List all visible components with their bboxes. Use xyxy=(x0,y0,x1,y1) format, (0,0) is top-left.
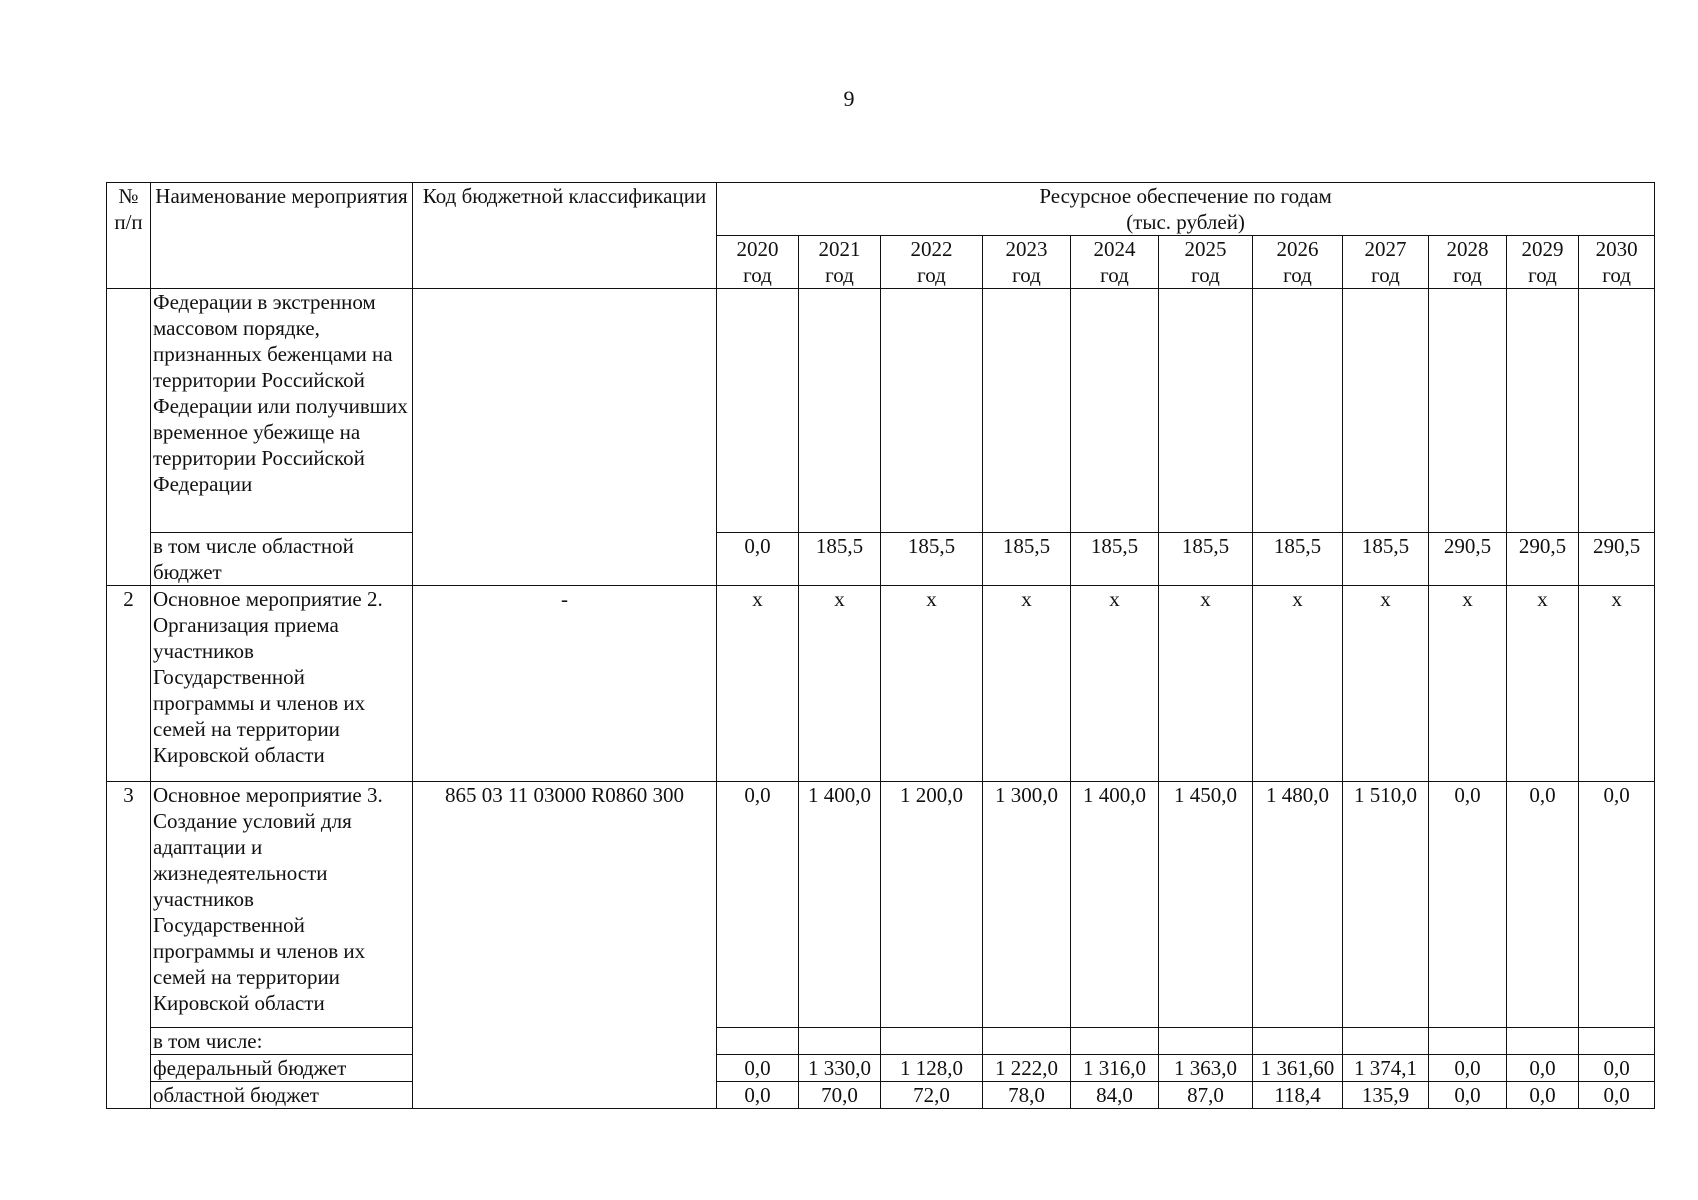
row-value xyxy=(1071,1028,1159,1055)
header-year-value: 2023 xyxy=(1005,237,1048,261)
row-value: 0,0 xyxy=(1507,782,1579,1028)
row-value xyxy=(1579,1028,1655,1055)
header-year-unit: год xyxy=(1191,263,1220,287)
row-value: 0,0 xyxy=(717,1082,799,1109)
row-value xyxy=(1507,1028,1579,1055)
header-year-unit: год xyxy=(1453,263,1482,287)
row-value: 0,0 xyxy=(1507,1082,1579,1109)
row-name: областной бюджет xyxy=(151,1082,413,1109)
row-value: 185,5 xyxy=(1159,533,1253,586)
row-value: 0,0 xyxy=(717,533,799,586)
row-value: 0,0 xyxy=(1579,1082,1655,1109)
page-number: 9 xyxy=(843,86,855,111)
row-value xyxy=(717,289,799,533)
row-number: 2 xyxy=(107,586,151,782)
row-value: x xyxy=(881,586,983,782)
row-value: 290,5 xyxy=(1507,533,1579,586)
header-year xyxy=(881,236,983,289)
header-year-unit: год xyxy=(917,263,946,287)
row-value xyxy=(1429,289,1507,533)
table-row xyxy=(107,1028,1655,1055)
header-year-value: 2024 xyxy=(1093,237,1136,261)
row-value: 1 330,0 xyxy=(799,1055,881,1082)
row-value: 72,0 xyxy=(881,1082,983,1109)
row-value: 1 363,0 xyxy=(1159,1055,1253,1082)
row-value xyxy=(1579,289,1655,533)
header-year-unit: год xyxy=(1283,263,1312,287)
row-value: 1 400,0 xyxy=(799,782,881,1028)
row-value: x xyxy=(799,586,881,782)
row-value: 290,5 xyxy=(1579,533,1655,586)
row-value xyxy=(983,289,1071,533)
row-value: 87,0 xyxy=(1159,1082,1253,1109)
header-year xyxy=(1159,236,1253,289)
row-value xyxy=(1429,1028,1507,1055)
row-value: 118,4 xyxy=(1253,1082,1343,1109)
row-value: 185,5 xyxy=(881,533,983,586)
row-value xyxy=(881,289,983,533)
row-value xyxy=(1159,1028,1253,1055)
row-value: x xyxy=(983,586,1071,782)
row-value: 1 400,0 xyxy=(1071,782,1159,1028)
header-year-unit: год xyxy=(825,263,854,287)
table-row xyxy=(107,533,1655,586)
row-value xyxy=(983,1028,1071,1055)
header-year-unit: год xyxy=(1012,263,1041,287)
row-value: x xyxy=(1507,586,1579,782)
row-value: 1 222,0 xyxy=(983,1055,1071,1082)
row-value: x xyxy=(1159,586,1253,782)
table-header xyxy=(107,183,1655,289)
row-value: 1 300,0 xyxy=(983,782,1071,1028)
row-value: 78,0 xyxy=(983,1082,1071,1109)
row-value: x xyxy=(1429,586,1507,782)
row-value: 70,0 xyxy=(799,1082,881,1109)
row-value: 84,0 xyxy=(1071,1082,1159,1109)
table-row xyxy=(107,586,1655,782)
header-num: № п/п xyxy=(107,183,151,289)
row-value: 185,5 xyxy=(799,533,881,586)
row-value: 1 361,60 xyxy=(1253,1055,1343,1082)
header-year-value: 2022 xyxy=(910,237,953,261)
row-value: 0,0 xyxy=(1429,1082,1507,1109)
row-value: x xyxy=(1253,586,1343,782)
row-value: 185,5 xyxy=(1071,533,1159,586)
row-name: федеральный бюджет xyxy=(151,1055,413,1082)
row-value: x xyxy=(1579,586,1655,782)
header-name: Наименование мероприятия xyxy=(151,183,413,289)
header-year-unit: год xyxy=(1528,263,1557,287)
header-year-unit: год xyxy=(743,263,772,287)
table-body xyxy=(107,289,1655,1109)
row-value xyxy=(1343,289,1429,533)
header-year-value: 2029 xyxy=(1521,237,1564,261)
table-row xyxy=(107,1082,1655,1109)
header-year-unit: год xyxy=(1371,263,1400,287)
row-value: 0,0 xyxy=(1429,1055,1507,1082)
row-code: - xyxy=(413,586,717,782)
row-value xyxy=(717,1028,799,1055)
row-value: 0,0 xyxy=(1579,1055,1655,1082)
header-year-value: 2028 xyxy=(1446,237,1489,261)
row-value xyxy=(1071,289,1159,533)
row-value xyxy=(799,1028,881,1055)
row-name: Федерации в экстренном массовом порядке, признанных беженцами на территории Российской Федерации или получивших временное убежище на территории Российской Федерации xyxy=(151,289,413,533)
header-year xyxy=(1507,236,1579,289)
row-value: 1 128,0 xyxy=(881,1055,983,1082)
row-value: 0,0 xyxy=(717,1055,799,1082)
row-name: Основное мероприятие 2. Организация приема участников Государственной программы и членов их семей на территории Кировской области xyxy=(151,586,413,782)
row-name: в том числе: xyxy=(151,1028,413,1055)
header-year-value: 2030 xyxy=(1595,237,1638,261)
header-year-value: 2021 xyxy=(818,237,861,261)
row-value: x xyxy=(717,586,799,782)
header-resources xyxy=(717,183,1655,236)
row-value: 185,5 xyxy=(983,533,1071,586)
header-year-value: 2025 xyxy=(1184,237,1227,261)
row-value: 1 510,0 xyxy=(1343,782,1429,1028)
row-value: 1 316,0 xyxy=(1071,1055,1159,1082)
row-number xyxy=(107,289,151,586)
header-year-value: 2020 xyxy=(736,237,779,261)
header-year-value: 2027 xyxy=(1364,237,1407,261)
header-year xyxy=(1429,236,1507,289)
row-value: 135,9 xyxy=(1343,1082,1429,1109)
header-year xyxy=(1253,236,1343,289)
row-value xyxy=(1253,1028,1343,1055)
header-resources-unit: (тыс. рублей) xyxy=(1126,210,1245,234)
row-value: x xyxy=(1343,586,1429,782)
header-year xyxy=(1343,236,1429,289)
row-value: 185,5 xyxy=(1253,533,1343,586)
table-row xyxy=(107,782,1655,1028)
row-value: 0,0 xyxy=(1429,782,1507,1028)
row-value: 0,0 xyxy=(1507,1055,1579,1082)
table-row xyxy=(107,1055,1655,1082)
header-code: Код бюджетной классификации xyxy=(413,183,717,289)
row-name: в том числе областной бюджет xyxy=(151,533,413,586)
header-year xyxy=(1071,236,1159,289)
row-name: Основное мероприятие 3. Создание условий для адаптации и жизнедеятельности участников Государственной программы и членов их семей на территории Кировской области xyxy=(151,782,413,1028)
row-code: 865 03 11 03000 R0860 300 xyxy=(413,782,717,1109)
header-year-unit: год xyxy=(1602,263,1631,287)
row-code xyxy=(413,289,717,586)
row-value: 1 374,1 xyxy=(1343,1055,1429,1082)
row-value xyxy=(1343,1028,1429,1055)
header-year-unit: год xyxy=(1100,263,1129,287)
header-year-value: 2026 xyxy=(1276,237,1319,261)
header-year xyxy=(717,236,799,289)
row-value xyxy=(1253,289,1343,533)
row-value xyxy=(881,1028,983,1055)
row-value xyxy=(799,289,881,533)
budget-table xyxy=(106,182,1655,1109)
row-value xyxy=(1159,289,1253,533)
header-year xyxy=(983,236,1071,289)
row-value: 1 480,0 xyxy=(1253,782,1343,1028)
row-value: 0,0 xyxy=(717,782,799,1028)
row-value: 185,5 xyxy=(1343,533,1429,586)
row-value xyxy=(1507,289,1579,533)
row-value: x xyxy=(1071,586,1159,782)
row-value: 0,0 xyxy=(1579,782,1655,1028)
table-row xyxy=(107,289,1655,533)
row-number: 3 xyxy=(107,782,151,1109)
header-resources-title: Ресурсное обеспечение по годам xyxy=(1039,184,1332,208)
row-value: 1 200,0 xyxy=(881,782,983,1028)
row-value: 290,5 xyxy=(1429,533,1507,586)
header-year xyxy=(799,236,881,289)
header-year xyxy=(1579,236,1655,289)
row-value: 1 450,0 xyxy=(1159,782,1253,1028)
